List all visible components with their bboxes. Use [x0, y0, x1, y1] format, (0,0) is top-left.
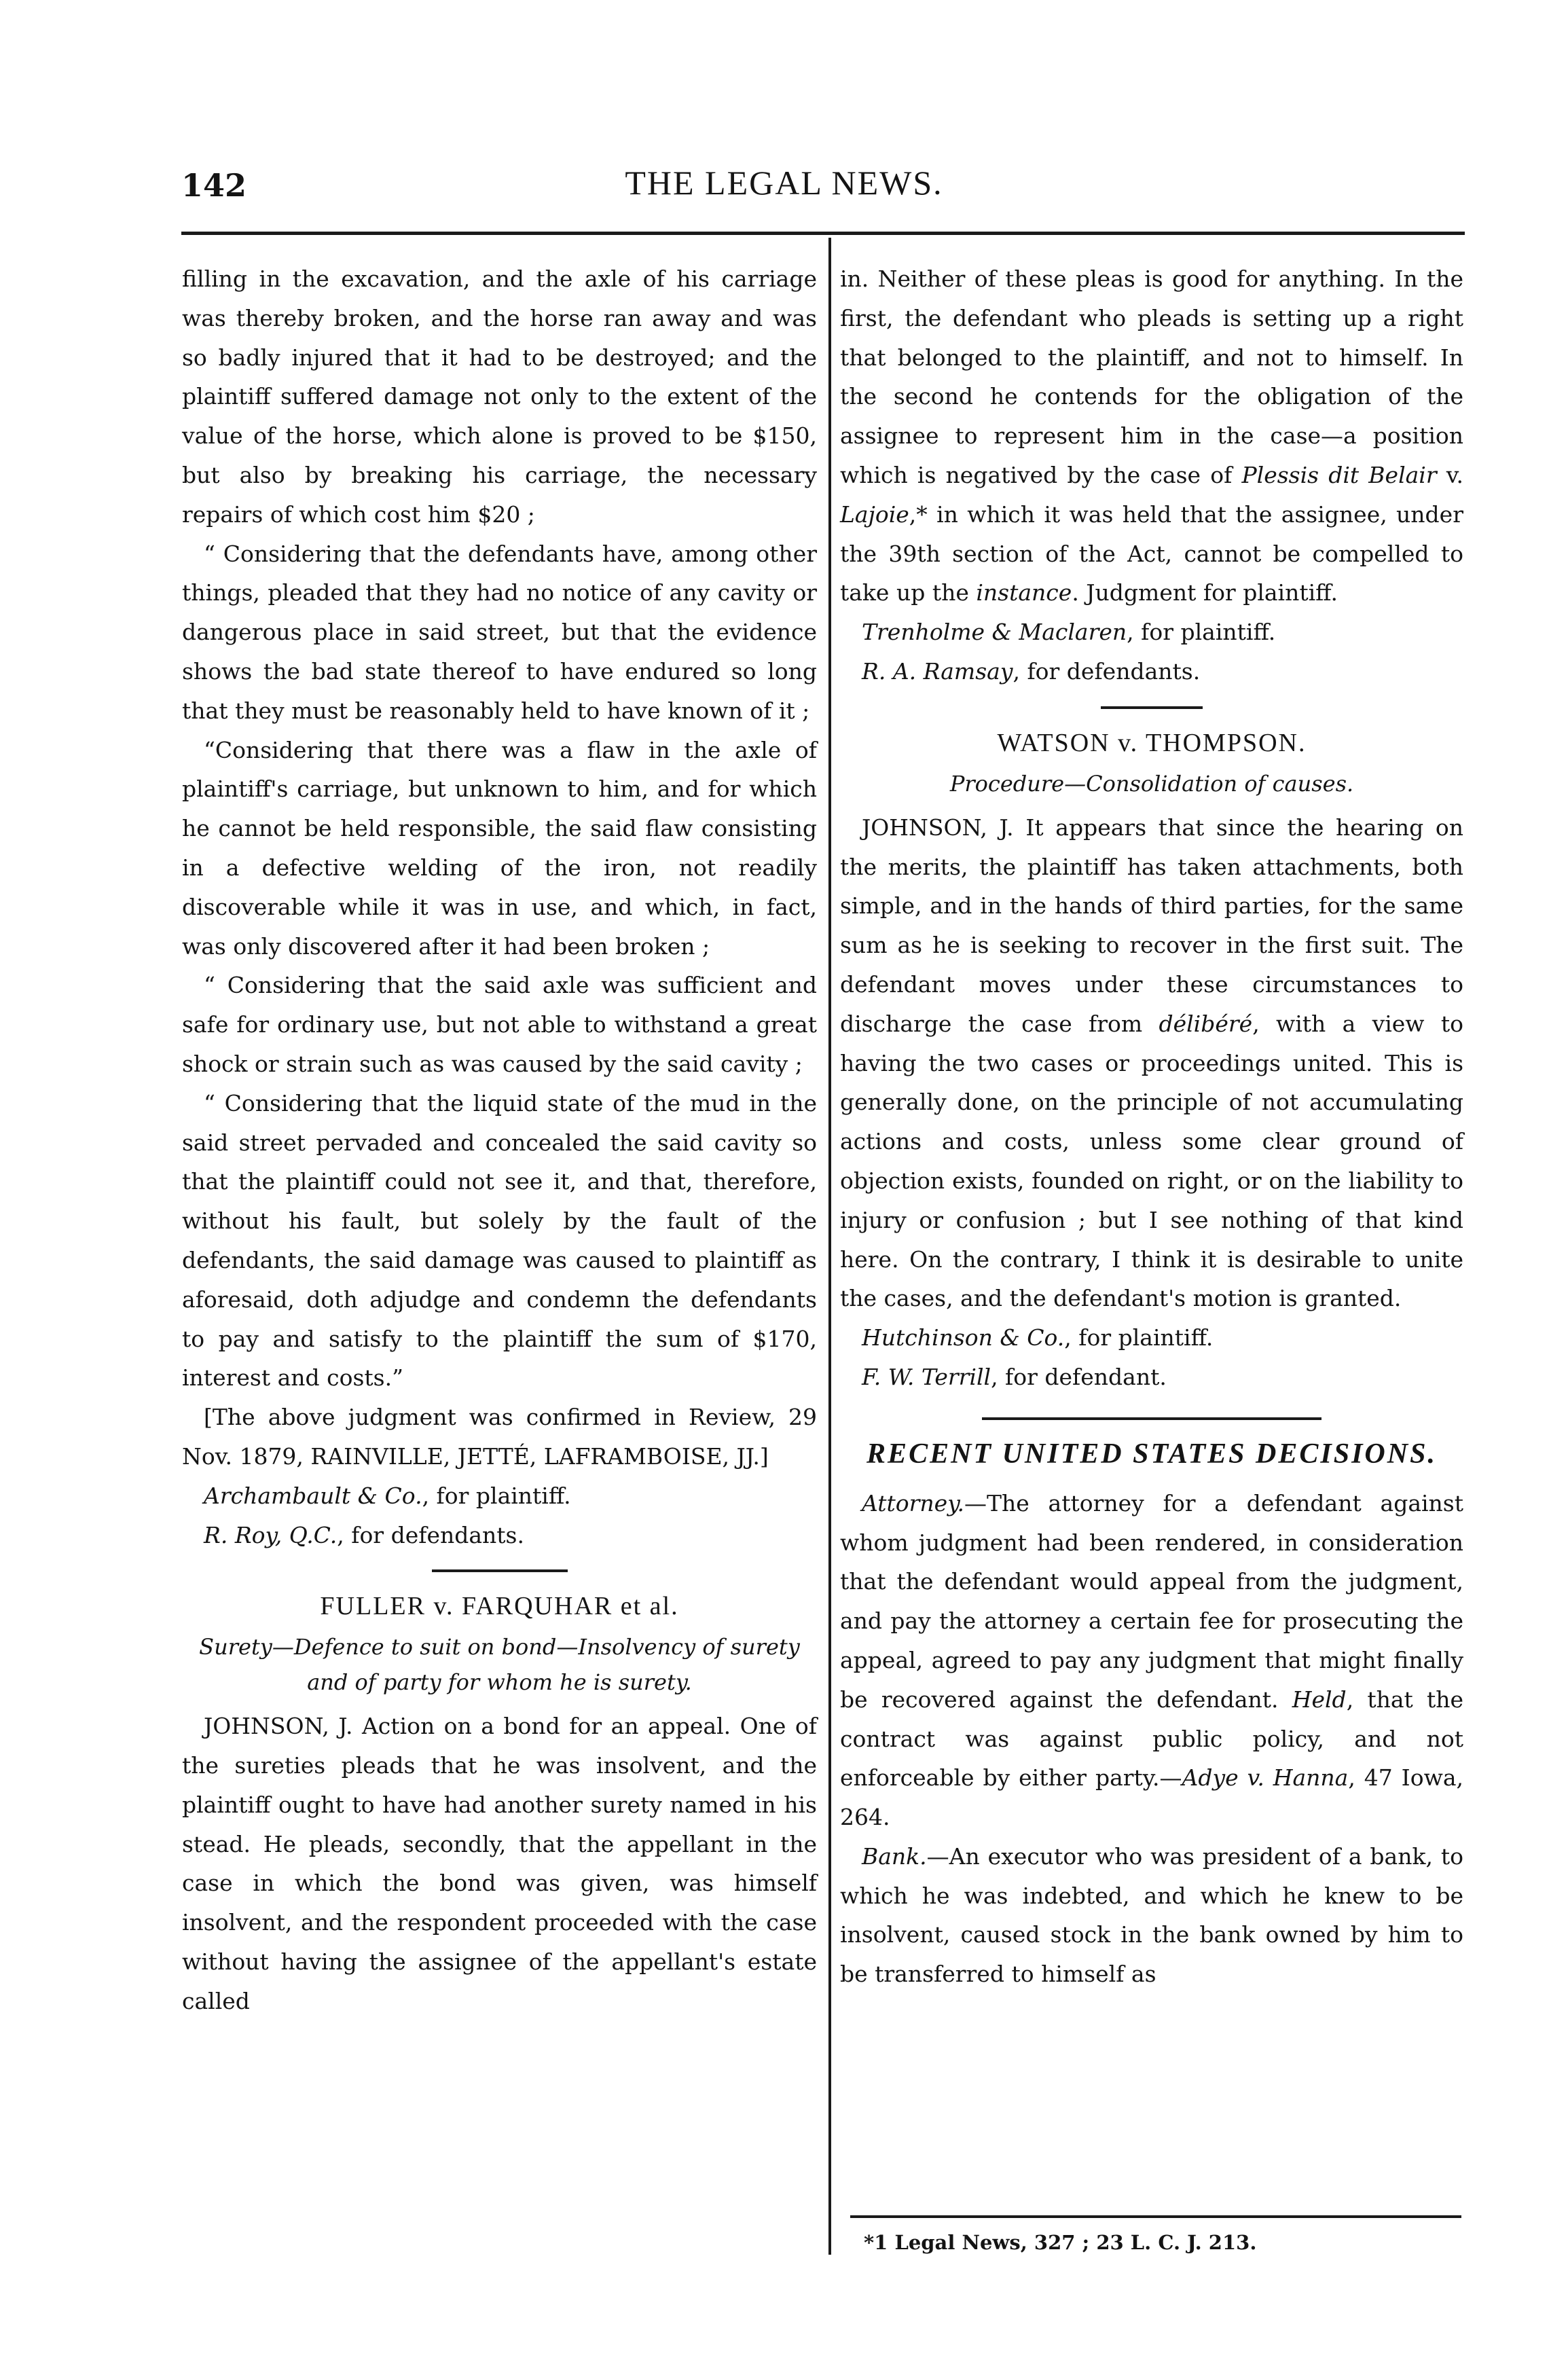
latin-term: délibéré — [1159, 1010, 1253, 1037]
paragraph: “ Considering that the liquid state of the mud in the said street pervaded and concealed the said cavity so that the plaintiff could not see it, and that, therefore, without his fault, but solely by the fault of the defendants, the said damage was caused to plaintiff as aforesaid, doth adjudge and condemn the defendants to pay and satisfy to the plaintiff the sum of $170, interest and costs.” — [182, 1089, 817, 1392]
text-run: JOHNSON, J. It appears that since the hearing on the merits, the plaintiff has taken attachments, both simple, and in the hands of third parties, for the same sum as he is seeking to recover in the first suit. The defendant moves under these circumstances to discharge the case from — [840, 814, 1463, 1037]
counsel-line — [840, 1358, 1463, 1397]
counsel-name: R. A. Ramsay — [862, 657, 1013, 685]
header-rule — [181, 232, 1465, 235]
counsel-role: , for plaintiff. — [422, 1482, 571, 1509]
case-name: Lajoie — [840, 501, 909, 528]
running-head: THE LEGAL NEWS. — [625, 164, 943, 202]
counsel-role: , for plaintiff. — [1127, 619, 1276, 646]
left-column — [182, 259, 817, 2021]
counsel-role: , for defendant. — [991, 1363, 1167, 1390]
counsel-line — [182, 1516, 817, 1555]
counsel-name: Hutchinson & Co. — [862, 1324, 1065, 1351]
held-term: Held — [1292, 1686, 1347, 1713]
counsel-name: Archambault & Co. — [204, 1482, 422, 1509]
section-title: RECENT UNITED STATES DECISIONS. — [867, 1438, 1437, 1470]
topic-label: Bank. — [862, 1842, 927, 1870]
latin-term: instance — [976, 579, 1072, 606]
text-run: . Judgment for plaintiff. — [1072, 579, 1338, 606]
paragraph: “ Considering that the said axle was sufficient and safe for ordinary use, but not able to withstand a great shock or strain such as was caused by the said cavity ; — [182, 972, 817, 1077]
text-run: , with a view to having the two cases or proceedings united. This is generally done, on the principle of not accumulating actions and costs, unless some clear ground of objection exists, founded on right, or on the liability to injury or confusion ; but I see nothing of that kind here. On the contrary, I think it is desirable to unite the cases, and the defendant's motion is granted. — [840, 1010, 1463, 1312]
counsel-name: Trenholme & Maclaren — [862, 619, 1127, 646]
text-run: , 47 Iowa, 264. — [840, 1764, 1463, 1831]
page-number: 142 — [181, 167, 247, 204]
paragraph — [840, 1484, 1463, 1837]
text-run: v. — [1436, 461, 1463, 488]
footnote: *1 Legal News, 327 ; 23 L. C. J. 213. — [864, 2231, 1257, 2254]
counsel-line — [840, 1318, 1463, 1358]
case-subhead: Procedure—Consolidation of causes. — [949, 770, 1354, 797]
counsel-role: , for plaintiff. — [1064, 1324, 1214, 1351]
counsel-line — [840, 652, 1463, 691]
text-run: , that the contract was against public policy, and not enforceable by either party.— — [840, 1686, 1463, 1792]
text-run: ,* in which it was held that the assignee, under the 39th section of the Act, cannot be compelled to take up the — [840, 501, 1463, 606]
text-run: in. Neither of these pleas is good for anything. In the first, the defendant who pleads is setting up a right that belonged to the plaintiff, and not to himself. In the second he contends for the obligation of the assignee to represent him in the case—a position which is negatived by the case of — [840, 266, 1463, 488]
case-title: FULLER v. FARQUHAR et al. — [320, 1592, 679, 1621]
topic-label: Attorney. — [862, 1489, 964, 1516]
section-divider — [982, 1417, 1321, 1420]
counsel-role: , for defendants. — [337, 1521, 524, 1548]
counsel-name: F. W. Terrill — [862, 1363, 991, 1390]
column-divider — [828, 238, 831, 2255]
paragraph: “Considering that there was a flaw in the axle of plaintiff's carriage, but unknown to him, and for which he cannot be held responsible, the said flaw consisting in a defective welding of the iron, not readily discoverable while it was in use, and which, in fact, was only discovered after it had been broken ; — [182, 736, 817, 960]
paragraph — [840, 1837, 1463, 1994]
counsel-line — [840, 613, 1463, 652]
section-divider — [432, 1569, 568, 1572]
counsel-role: , for defendants. — [1013, 657, 1201, 685]
counsel-name: R. Roy, Q.C. — [204, 1521, 338, 1548]
paragraph: filling in the excavation, and the axle of his carriage was thereby broken, and the horse ran away and was so badly injured that it had to be destroyed; and the plaintiff suffered damage not only to the extent of the value of the horse, which alone is proved to be $150, but also by breaking his carriage, the necessary repairs of which cost him $20 ; — [182, 266, 817, 528]
case-title: WATSON v. THOMPSON. — [997, 728, 1307, 757]
text-run: —An executor who was president of a bank, to which he was indebted, and which he knew to be insolvent, caused stock in the bank owned by him to be transferred to himself as — [840, 1842, 1463, 1988]
paragraph — [840, 808, 1463, 1318]
right-column — [840, 259, 1463, 1994]
paragraph: “ Considering that the defendants have, among other things, pleaded that they had no notice of any cavity or dangerous place in said street, but that the evidence shows the bad state thereof to have endured so long that they must be reasonably held to have known of it ; — [182, 540, 817, 724]
case-name: Adye v. Hanna — [1182, 1764, 1349, 1792]
review-note: [The above judgment was confirmed in Review, 29 Nov. 1879, RAINVILLE, JETTÉ, LAFRAMBOISE, JJ.] — [182, 1404, 817, 1470]
counsel-line — [182, 1476, 817, 1516]
paragraph: JOHNSON, J. Action on a bond for an appeal. One of the sureties pleads that he was insolvent, and the plaintiff ought to have had another surety named in his stead. He pleads, secondly, that the appellant in the case in which the bond was given, was himself insolvent, and the respondent proceeded with the case without having the assignee of the appellant's estate called — [182, 1713, 817, 2014]
text-run: —The attorney for a defendant against whom judgment had been rendered, in consideration that the defendant would appeal from the judgment, and pay the attorney a certain fee for prosecuting the appeal, agreed to pay any judgment that might finally be recovered against the defendant. — [840, 1489, 1463, 1713]
case-name: Plessis dit Belair — [1241, 461, 1437, 488]
case-subhead: Surety—Defence to suit on bond—Insolvency of surety and of party for whom he is surety. — [199, 1634, 800, 1696]
paragraph — [840, 259, 1463, 613]
footnote-rule — [850, 2215, 1461, 2218]
section-divider — [1101, 706, 1203, 709]
